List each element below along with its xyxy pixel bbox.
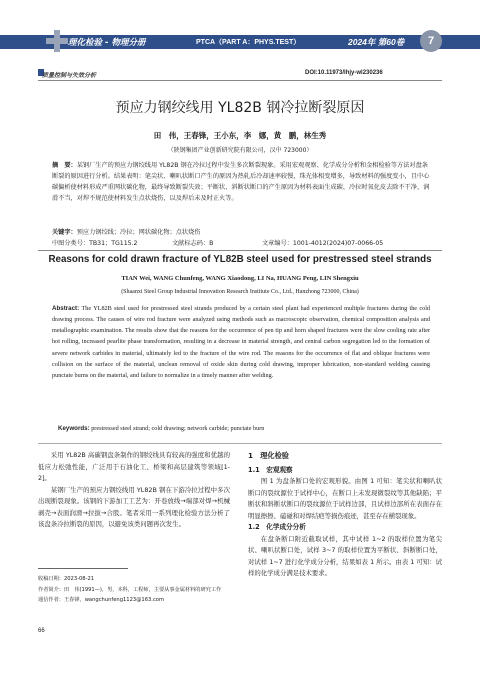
page-number: 66 [38,628,45,634]
header-issue: 2024年 第60卷 [348,37,405,47]
doi-link[interactable]: DOI:10.11973/lhjy-wl230236 [305,70,383,76]
subsection-heading: 1.2 化学成分分析 [248,523,306,531]
document-code: 文献标志码：B [172,240,214,247]
abstract-cn-label: 摘 要： [52,162,77,169]
section-heading: 1 理化检验 [248,451,289,460]
header-section: 理化检验 - 物理分册 [68,38,146,48]
divider [38,443,442,444]
abstract-en-text: The YL82B steel used for prestressed steel strands produced by a certain steel plant had experienced multiple fractures during the cold drawing process. The causes of wire rod fracture were analyzed using methods such as macroscopic observation, chemical composition analysis and metallographic examination. The results show that the reasons for the occurrence of pen tip and horn shaped fractures were the slow cooling rate after hot rolling, increased pearlite phase transformation, resulting in a decrease in material strength, and central carbon segregation led to the formation of severe network carbides in material, ultimately led to the fracture of the wire rod. The reasons for the occurrence of flat and oblique fractures were collision on the surface of the material, unclean removal of oxide skin during cold drawing, improper lubrication, non-standard welding causing punctate burns on the material, and failure to normalize in a timely manner after welding. [52,305,431,379]
abstract-en [52,303,430,381]
body-left-column [38,450,230,531]
classification-row [52,238,432,247]
clc-number: 中图分类号：TB31；TG115.2 [52,240,138,247]
keywords-en-label: Keywords: [58,425,90,432]
keywords-cn [52,227,432,236]
paragraph: 某钢厂生产的预应力钢绞线用 YL82B 钢在下游冷拉过程中多次出现断裂现象。该钢的下游加工工艺为：开卷放线→端部对焊→机械剥壳→表面润滑→拉拔→合股。笔者采用一系列理化检验方法分析了该盘条冷拉断裂的原因，以避免该类问题再次发生。 [38,485,230,528]
keywords-en [58,425,436,432]
journal-logo [46,30,68,52]
footnote-author: 作者简介：田 伟(1991—)，男，本科，工程师，主要从事金属材料的研究工作 [38,586,222,593]
divider [38,250,442,251]
paragraph: 在盘条断口附近截取试样，其中试样 1~2 的取样位置为笔尖状、喇叭状断口处，试样 3~7 的取样位置为平断状、斜断断口处，对试样 1~7 进行化学成分分析，结果如表 1 所示。由表 1 可知：试样的化学成分满足技术要求。 [248,534,442,577]
affiliation-en: (Shaanxi Steel Group Industrial Innovation Research Institute Co., Ltd., Hanzhong 723000, China) [121,289,359,295]
header-journal: PTCA（PART A：PHYS.TEST） [196,39,301,46]
abstract-cn [52,160,432,204]
subsection-heading: 1.1 宏观观察 [248,465,293,474]
keywords-en-text: prestressed steel strand; cold drawing; network carbide; punctate burn [91,425,265,432]
footnote-contact: 通信作者：王春锋，wangchunfeng1123@163.com [38,597,165,603]
authors-en: TIAN Wei, WANG Chunfeng, WANG Xiaodong, LI Na, HUANG Peng, LIN Shengxiu [121,275,359,282]
footnote [38,574,230,606]
paragraph: 采用 YL82B 高碳钢盘条制作的钢绞线具有较高的强度和优越的低应力松弛性能，广泛用于石油化工、桥梁和高层建筑等领域[1-2]。 [38,451,230,482]
keywords-cn-label: 关键字： [52,229,77,236]
column-label: 质量控制与失效分析 [42,72,97,79]
footnote-received: 收稿日期：2023-08-21 [38,576,95,582]
body-right-column [248,450,442,580]
title-cn: 预应力钢绞线用 YL82B 钢冷拉断裂原因 [115,100,365,116]
issue-number-badge: 7 [420,30,442,52]
abstract-cn-text: 某钢厂生产的预应力钢绞线用 YL82B 钢在冷拉过程中发生多次断裂现象。采用宏观观察、化学成分分析和金相检验等方法对盘条断裂的原因进行分析。结果表明：笔尖状、喇叭状断口产生的原因为热轧后冷却速率较慢，珠光体相变增多，导致材料的强度变小，且中心碳偏析使材料形成严重网状碳化物，最终导致断裂失效；平断状、斜断状断口的产生原因为材料表面生成碳、冷拉时氧化皮去除不干净，润滑不当，对焊不规范使材料发生点状烧伤，以及焊后未及时正火等。 [52,162,430,203]
affiliation-cn: （陕钢集团产业创新研究院有限公司，汉中 723000） [167,147,313,154]
paragraph: 图 1 为盘条断口处的宏观形貌。由图 1 可知：笔尖状和喇叭状断口的裂纹源位于试样中心，在断口上未发现微裂纹等其他缺陷；平断状和斜断状断口的裂纹源位于试样边部，且试样边部所在表面存在明显擦擦、磕碰和对焊结疤等损伤痕迹，甚至存在横裂现象。 [248,477,442,520]
keywords-cn-text: 预应力钢绞线；冷拉；网状碳化物；点状烧伤 [76,229,201,236]
footnote-divider [38,568,128,569]
authors-cn: 田 伟，王春锋，王小东，李 娜，黄 鹏，林生秀 [153,131,327,140]
abstract-en-label: Abstract: [52,305,80,312]
title-en: Reasons for cold drawn fracture of YL82B steel used for prestressed steel strands [48,254,432,265]
divider [38,80,442,81]
article-number: 文章编号：1001-4012(2024)07-0066-05 [262,240,384,247]
